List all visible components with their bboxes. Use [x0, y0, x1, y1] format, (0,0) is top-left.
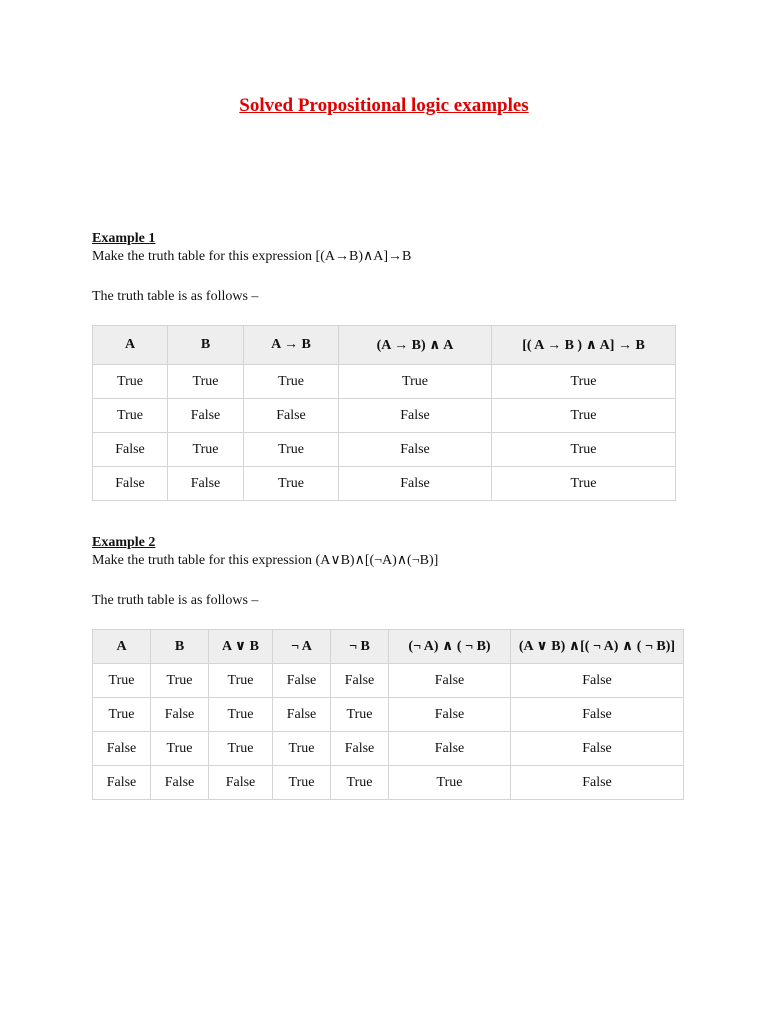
table-row: [93, 698, 684, 732]
table-cell: True: [389, 766, 511, 800]
table-cell: True: [244, 433, 339, 467]
table-cell: False: [331, 732, 389, 766]
table-cell: True: [273, 766, 331, 800]
table-cell: False: [511, 698, 684, 732]
table-cell: False: [244, 399, 339, 433]
table-cell: True: [93, 399, 168, 433]
table-cell: True: [209, 664, 273, 698]
column-header: ¬ A: [273, 630, 331, 664]
table-cell: True: [244, 365, 339, 399]
table-cell: False: [339, 433, 492, 467]
example-2-heading: Example 2: [92, 535, 156, 550]
table-cell: False: [93, 467, 168, 501]
column-header: B: [151, 630, 209, 664]
table-cell: False: [389, 698, 511, 732]
table-cell: True: [151, 732, 209, 766]
table-cell: False: [93, 766, 151, 800]
column-header: ¬ B: [331, 630, 389, 664]
example-2-section: [92, 534, 684, 800]
table-cell: False: [93, 732, 151, 766]
document-title: Solved Propositional logic examples: [239, 95, 529, 116]
column-header: [( A → B ) ∧ A] → B: [492, 326, 676, 365]
table-cell: False: [151, 766, 209, 800]
table-cell: False: [339, 467, 492, 501]
truth-table-1: [92, 325, 676, 501]
table-cell: True: [492, 399, 676, 433]
table-cell: False: [331, 664, 389, 698]
table-cell: True: [93, 664, 151, 698]
truth-table-2: [92, 629, 684, 800]
example-1-section: [92, 230, 676, 501]
example-2-intro: The truth table is as follows –: [92, 593, 259, 608]
table-row: [93, 467, 676, 501]
table-cell: False: [511, 766, 684, 800]
table-cell: False: [209, 766, 273, 800]
table-row: [93, 399, 676, 433]
example-2-description: Make the truth table for this expression (A∨B)∧[(¬A)∧(¬B)]: [92, 553, 439, 568]
column-header: A: [93, 630, 151, 664]
table-row: [93, 433, 676, 467]
table-cell: False: [273, 698, 331, 732]
table-cell: True: [168, 365, 244, 399]
table-cell: False: [93, 433, 168, 467]
column-header: B: [168, 326, 244, 365]
table-cell: True: [331, 766, 389, 800]
table-row: [93, 664, 684, 698]
column-header: A: [93, 326, 168, 365]
example-1-heading: Example 1: [92, 231, 156, 246]
column-header: (¬ A) ∧ ( ¬ B): [389, 630, 511, 664]
table-cell: True: [168, 433, 244, 467]
table-cell: False: [339, 399, 492, 433]
table-cell: True: [492, 467, 676, 501]
table-cell: True: [492, 433, 676, 467]
table-cell: False: [168, 399, 244, 433]
column-header: A → B: [244, 326, 339, 365]
table-cell: False: [389, 664, 511, 698]
table-row: [93, 365, 676, 399]
table-cell: False: [151, 698, 209, 732]
example-1-description: Make the truth table for this expression [(A→B)∧A]→B: [92, 249, 412, 264]
table-cell: True: [93, 698, 151, 732]
column-header: (A → B) ∧ A: [339, 326, 492, 365]
table-cell: True: [93, 365, 168, 399]
table-header-row: [93, 326, 676, 365]
column-header: (A ∨ B) ∧[( ¬ A) ∧ ( ¬ B)]: [511, 630, 684, 664]
table-cell: False: [511, 664, 684, 698]
table-cell: True: [492, 365, 676, 399]
table-cell: True: [339, 365, 492, 399]
table-header-row: [93, 630, 684, 664]
table-cell: True: [244, 467, 339, 501]
table-row: [93, 732, 684, 766]
table-row: [93, 766, 684, 800]
table-cell: True: [209, 698, 273, 732]
table-cell: False: [168, 467, 244, 501]
table-cell: True: [331, 698, 389, 732]
table-cell: True: [209, 732, 273, 766]
table-cell: True: [273, 732, 331, 766]
table-cell: False: [511, 732, 684, 766]
table-cell: False: [389, 732, 511, 766]
table-cell: True: [151, 664, 209, 698]
table-cell: False: [273, 664, 331, 698]
column-header: A ∨ B: [209, 630, 273, 664]
example-1-intro: The truth table is as follows –: [92, 289, 259, 304]
